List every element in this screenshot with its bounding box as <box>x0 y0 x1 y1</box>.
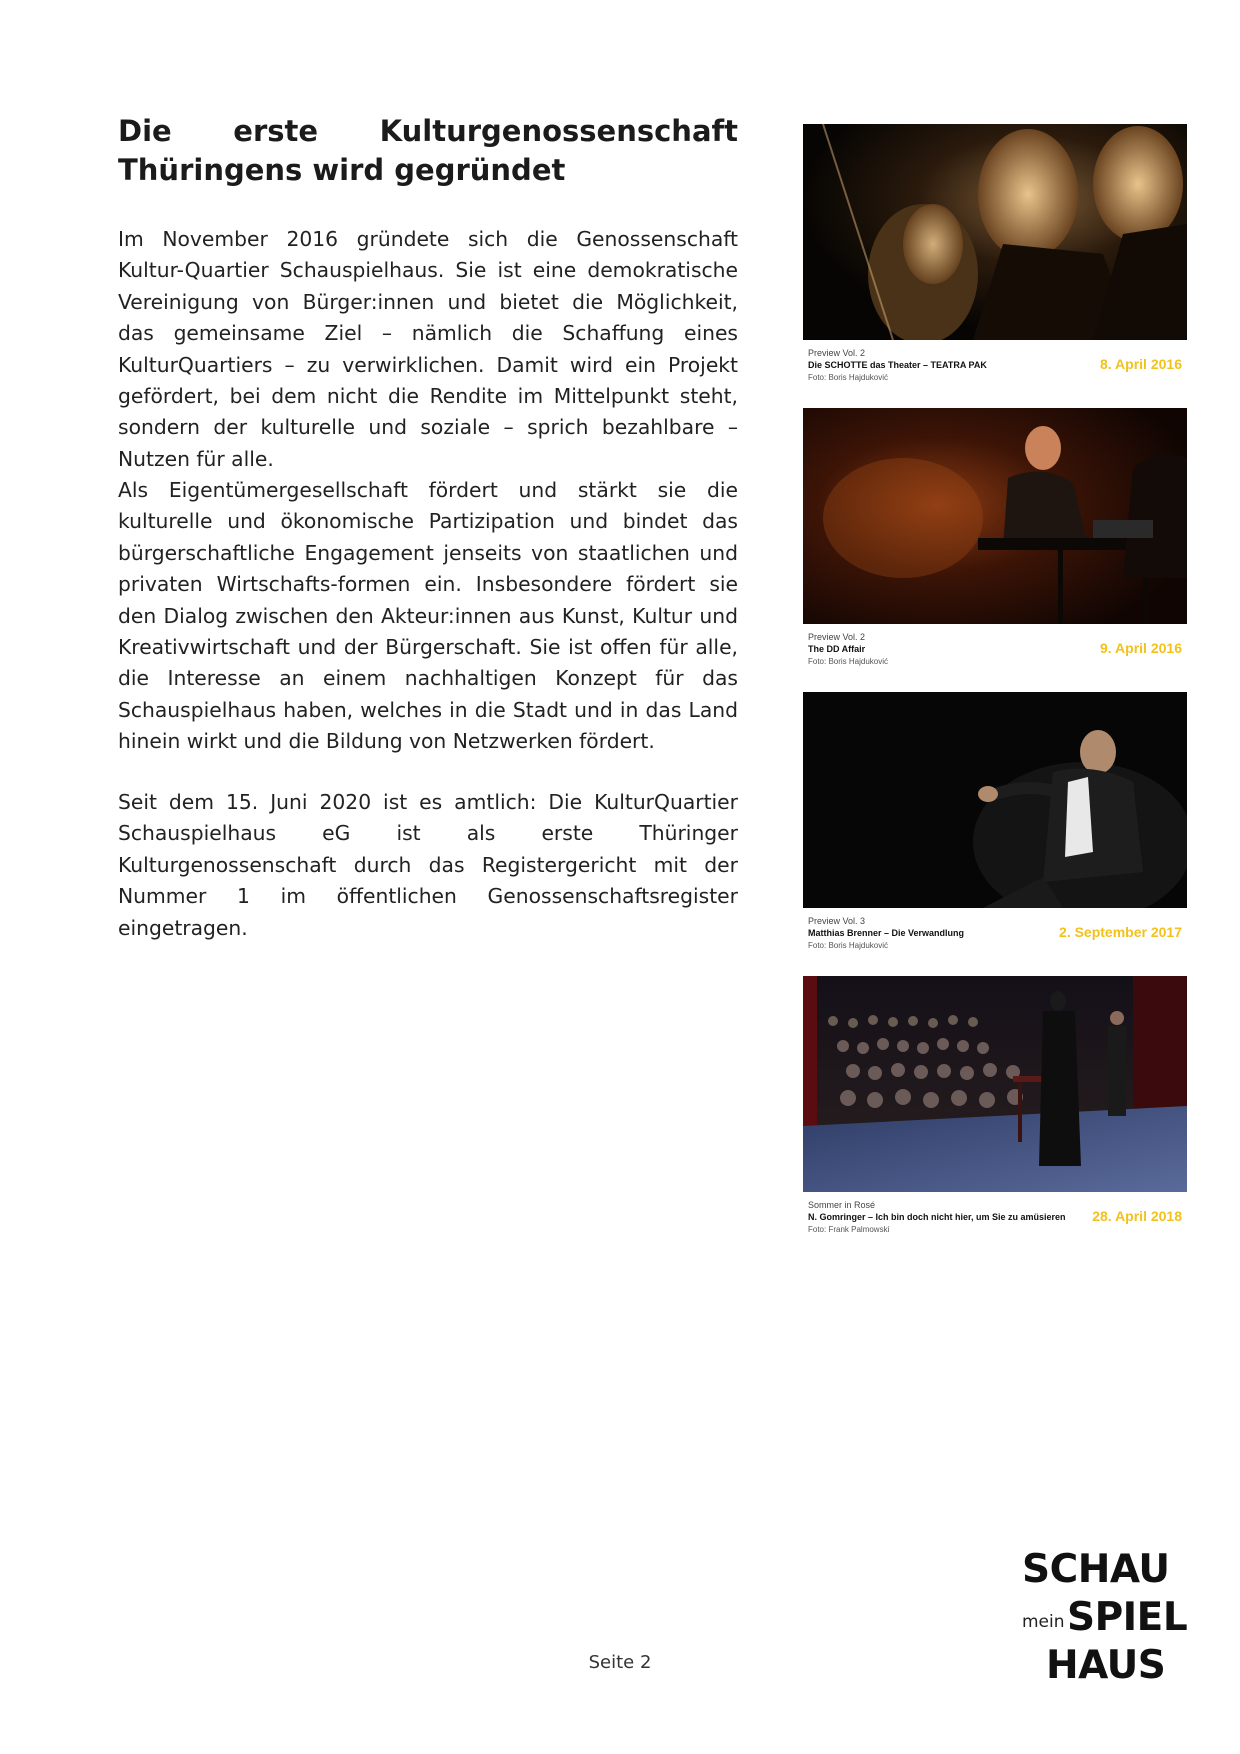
photo-3-series: Preview Vol. 3 <box>808 916 866 926</box>
page-title: Die erste Kulturgenossenschaft Thüringens wird gegründet <box>118 114 738 187</box>
photo-2-credit: Foto: Boris Hajduković <box>808 657 889 666</box>
photo-1-credit: Foto: Boris Hajduković <box>808 373 889 382</box>
logo-line-3: HAUS <box>1046 1643 1166 1688</box>
paragraph-3: Seit dem 15. Juni 2020 ist es amtlich: Die KulturQuartier Schauspielhaus eG ist als erste Thüringer Kulturgenossenschaft durch das Registergericht mit der Nummer 1 im öffentlichen Genossenschaftsregister eingetragen. <box>118 790 738 940</box>
photo-1-series: Preview Vol. 2 <box>808 348 866 358</box>
photo-4-credit: Foto: Frank Palmowski <box>808 1225 890 1234</box>
photo-2-date: 9. April 2016 <box>1100 640 1182 656</box>
photo-3-title: Matthias Brenner – Die Verwandlung <box>808 928 965 938</box>
photo-4-title: N. Gomringer – Ich bin doch nicht hier, um Sie zu amüsieren <box>808 1212 1066 1222</box>
photo-4-series: Sommer in Rosé <box>808 1200 876 1210</box>
photo-3-credit: Foto: Boris Hajduković <box>808 941 889 950</box>
page-number: Seite 2 <box>588 1652 652 1673</box>
photo-1 <box>803 124 1187 340</box>
photo-4-date: 28. April 2018 <box>1092 1208 1182 1224</box>
paragraph-1: Im November 2016 gründete sich die Genossenschaft Kultur-Quartier Schauspielhaus. Sie ist eine demokratische Vereinigung von Bürger:innen und bietet die Möglichkeit, das gemeinsame Ziel – nämlich die Schaffung eines KulturQuartiers – zu verwirklichen. Damit wird ein Projekt gefördert, bei dem nicht die Rendite im Mittelpunkt steht, sondern der kulturelle und soziale – sprich bezahlbare – Nutzen für alle. <box>118 227 738 471</box>
paragraph-2: Als Eigentümergesellschaft fördert und stärkt sie die kulturelle und ökonomische Partizipation und bindet das bürgerschaftliche Engagement jenseits von staatlichen und privaten Wirtschafts-formen ein. Insbesondere fördert sie den Dialog zwischen den Akteur:innen aus Kunst, Kultur und Kreativwirtschaft und der Bürgerschaft. Sie ist offen für alle, die Interesse an einem nachhaltigen Konzept für das Schauspielhaus haben, welches in die Stadt und in das Land hinein wirkt und die Bildung von Netzwerken fördert. <box>118 478 738 754</box>
photo-2-title: The DD Affair <box>808 644 866 654</box>
logo-small-text: mein <box>1022 1612 1065 1632</box>
schauspielhaus-logo <box>1020 1547 1190 1688</box>
photo-4-caption <box>808 1200 1182 1244</box>
logo-line-2: SPIEL <box>1067 1595 1188 1640</box>
logo-line-1: SCHAU <box>1022 1547 1170 1592</box>
photo-2-caption <box>808 632 1182 676</box>
photo-1-title: Die SCHOTTE das Theater – TEATRA PAK <box>808 360 987 370</box>
photo-2 <box>803 408 1187 624</box>
photo-1-caption <box>808 348 1182 392</box>
photo-3 <box>803 692 1187 908</box>
photo-1-date: 8. April 2016 <box>1100 356 1182 372</box>
photo-3-caption <box>808 916 1182 960</box>
photo-4 <box>803 976 1187 1192</box>
photo-2-series: Preview Vol. 2 <box>808 632 866 642</box>
photo-3-date: 2. September 2017 <box>1059 924 1182 940</box>
